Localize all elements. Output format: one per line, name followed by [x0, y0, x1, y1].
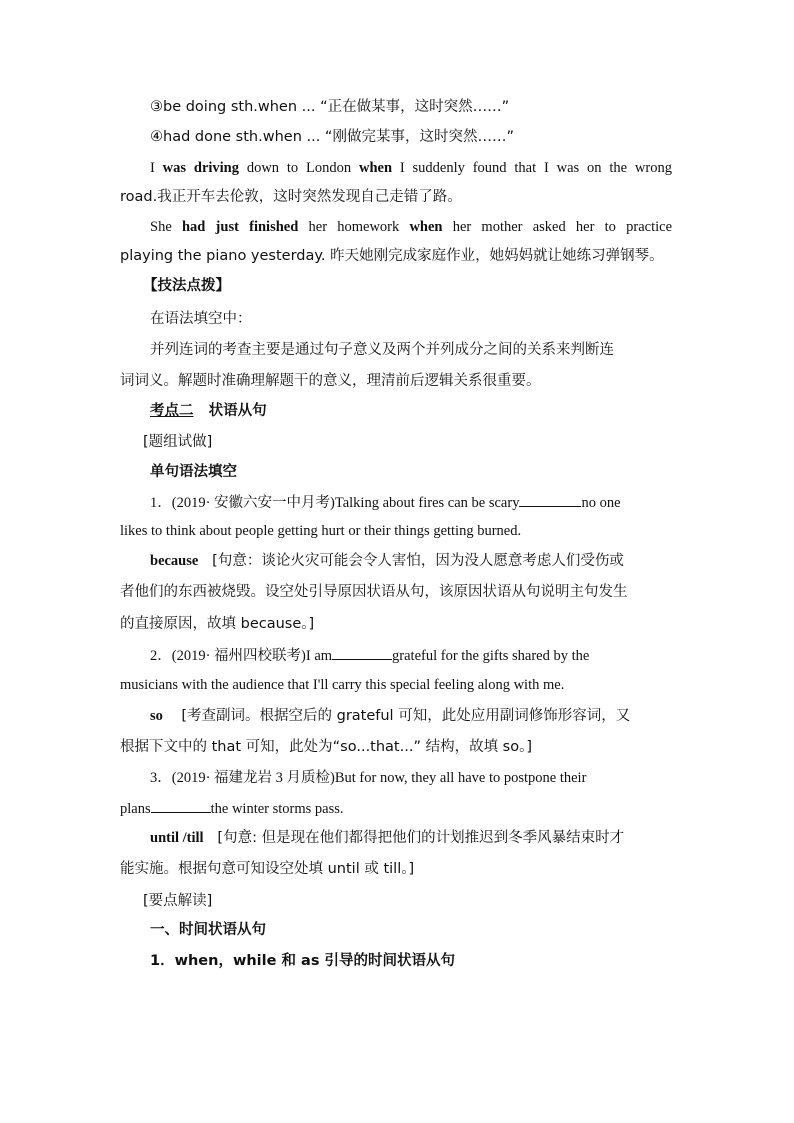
- example-2-line-2: playing the piano yesterday. 昨天她刚完成家庭作业，她妈妈就让她练习弹钢琴。: [120, 248, 664, 264]
- bold-had-just-finished: had just finished: [181, 219, 299, 235]
- answer-because: because: [150, 553, 199, 569]
- answer-1-line-3: 的直接原因，故填 because。]: [120, 616, 315, 632]
- example-2-line-1: She had just finished her homework when her mother asked her to practice: [150, 219, 673, 235]
- answer-blank: [519, 492, 581, 507]
- answer-blank: [332, 645, 392, 660]
- question-3-line-1: 3．(2019· 福建龙岩 3 月质检)But for now, they all have to postpone their: [150, 770, 587, 786]
- question-3-line-2: plans the winter storms pass.: [120, 798, 344, 819]
- key-reading-heading: [要点解读]: [143, 893, 213, 909]
- answer-3-line-2: 能实施。根据句意可知设空处填 until 或 till。]: [120, 861, 415, 877]
- heading-when-while-as: 1．when，while 和 as 引导的时间状语从句: [150, 953, 456, 969]
- pattern-had-done: ④had done sth.when ... “刚做完某事，这时突然……”: [150, 129, 514, 145]
- answer-so: so: [150, 708, 163, 724]
- key-point-label: 考点二: [150, 403, 194, 419]
- bold-when: when: [358, 160, 393, 176]
- tips-heading: 【技法点拨】: [143, 278, 230, 294]
- tips-line-3: 词词义。解题时准确理解题干的意义，理清前后逻辑关系很重要。: [120, 373, 541, 389]
- practice-heading: [题组试做]: [143, 434, 213, 450]
- answer-1-line-2: 者他们的东西被烧毁。设空处引导原因状语从句，该原因状语从句说明主句发生: [120, 584, 628, 600]
- answer-1-line-1: because [句意：谈论火灾可能会令人害怕，因为没人愿意考虑人们受伤或: [150, 553, 624, 569]
- answer-until-till: until /till: [150, 830, 204, 846]
- example-1-line-2: road.我正开车去伦敦，这时突然发现自己走错了路。: [120, 189, 462, 205]
- question-2-line-2: musicians with the audience that I'll carry this special feeling along with me.: [120, 677, 565, 693]
- question-1-line-1: 1．(2019· 安徽六安一中月考)Talking about fires can be scary no one: [150, 492, 621, 513]
- bold-was-driving: was driving: [162, 160, 239, 176]
- answer-2-line-2: 根据下文中的 that 可知，此处为“so...that...” 结构，故填 so。]: [120, 739, 533, 755]
- answer-3-line-1: until /till [句意: 但是现在他们都得把他们的计划推迟到冬季风暴结束时才: [150, 830, 625, 846]
- section-title: 单句语法填空: [150, 464, 237, 480]
- key-point-2-heading: [150, 401, 267, 421]
- answer-blank: [151, 798, 211, 813]
- bold-when: when: [409, 219, 443, 235]
- answer-2-line-1: so [考查副词。根据空后的 grateful 可知，此处应用副词修饰形容词，又: [150, 708, 631, 724]
- example-1-line-1: I was driving down to London when I suddenly found that I was on the wrong: [150, 160, 672, 176]
- tips-line-2: 并列连词的考查主要是通过句子意义及两个并列成分之间的关系来判断连: [150, 342, 614, 358]
- pattern-be-doing: ③be doing sth.when ... “正在做某事，这时突然……”: [150, 99, 510, 115]
- key-point-title: 状语从句: [208, 403, 267, 419]
- question-1-line-2: likes to think about people getting hurt or their things getting burned.: [120, 523, 522, 539]
- heading-time-clause: 一、时间状语从句: [150, 922, 266, 938]
- tips-line-1: 在语法填空中：: [150, 311, 252, 327]
- question-2-line-1: 2．(2019· 福州四校联考)I am grateful for the gifts shared by the: [150, 645, 589, 666]
